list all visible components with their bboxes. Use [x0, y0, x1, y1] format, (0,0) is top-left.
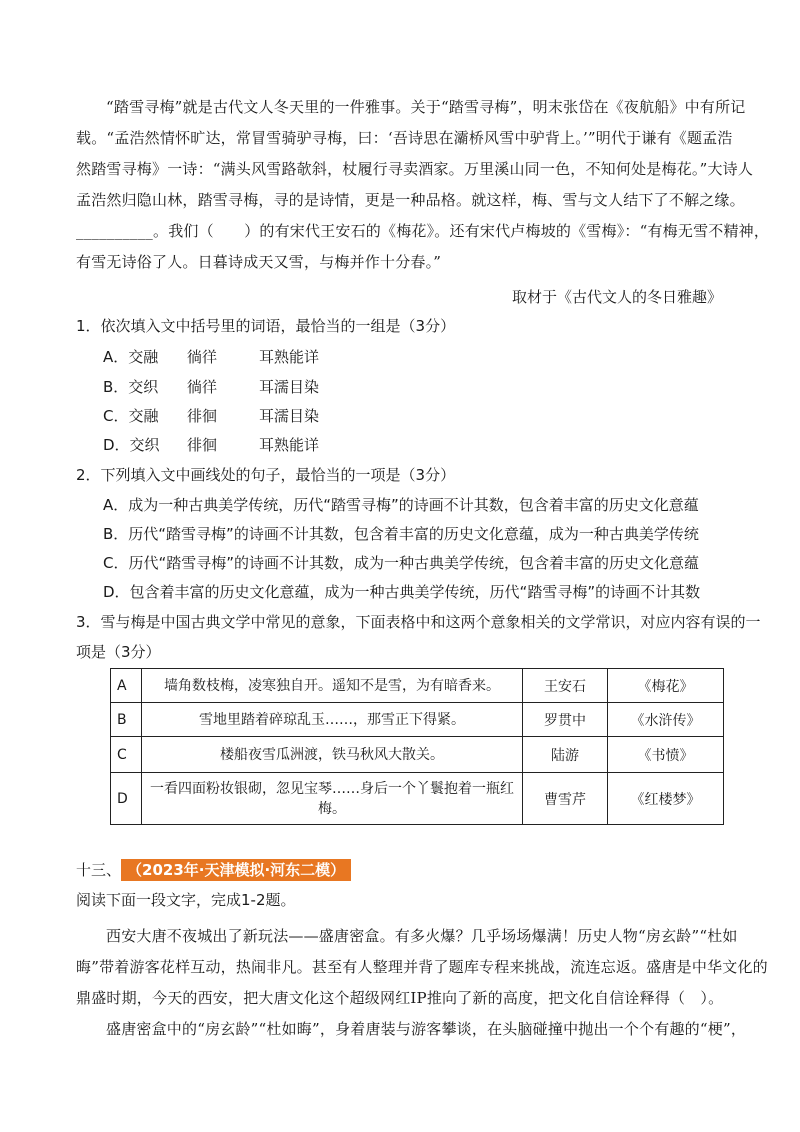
option-word-1: C．交融: [103, 407, 159, 425]
passage-1-line: 有雪无诗俗了人。日暮诗成天又雪，与梅并作十分春。”: [76, 253, 442, 271]
row-book: 《水浒传》: [608, 703, 724, 737]
option-word-1: B．交织: [103, 378, 159, 396]
question-2-option-a[interactable]: A．成为一种古典美学传统，历代“踏雪寻梅”的诗画不计其数，包含着丰富的历史文化意蕴: [103, 496, 699, 514]
option-word-1: D．交织: [103, 436, 160, 454]
question-1-stem: 1．依次填入文中括号里的词语，最恰当的一组是（3分）: [76, 317, 456, 335]
section-number: 十三、: [76, 861, 122, 879]
question-1-option-a[interactable]: [103, 345, 319, 369]
question-3-stem: 3．雪与梅是中国古典文学中常见的意象，下面表格中和这两个意象相关的文学常识，对应内容有误的一: [76, 613, 761, 631]
row-author: 陆游: [523, 737, 608, 773]
section-instruction: 阅读下面一段文字，完成1-2题。: [76, 891, 296, 909]
passage-1-line: 然踏雪寻梅》一诗：“满头风雪路欹斜，杖履行寻卖酒家。万里溪山同一色，不知何处是梅花。”大诗人: [76, 160, 754, 178]
row-text: 楼船夜雪瓜洲渡，铁马秋风大散关。: [142, 737, 523, 773]
question-2-option-c[interactable]: C．历代“踏雪寻梅”的诗画不计其数，成为一种古典美学传统，包含着丰富的历史文化意蕴: [103, 554, 700, 572]
passage-source: 取材于《古代文人的冬日雅趣》: [511, 288, 722, 306]
row-book: 《梅花》: [608, 669, 724, 703]
row-key: D: [111, 773, 142, 825]
passage-1-line: 载。“孟浩然情怀旷达，常冒雪骑驴寻梅，曰：‘吾诗思在灞桥风雪中驴背上。’”明代于谦有《题孟浩: [76, 129, 733, 147]
table-row[interactable]: [111, 703, 724, 737]
row-book: 《红楼梦》: [608, 773, 724, 825]
option-word-3: 耳熟能详: [259, 436, 320, 454]
question-1-option-b[interactable]: [103, 375, 319, 399]
section-source-tag: （2023年·天津模拟·河东二模）: [121, 859, 351, 881]
passage-2-line: 盛唐密盒中的“房玄龄”“杜如晦”，身着唐装与游客攀谈，在头脑碰撞中抛出一个个有趣的“梗”，: [106, 1020, 747, 1038]
passage-1-line: “踏雪寻梅”就是古代文人冬天里的一件雅事。关于“踏雪寻梅”，明末张岱在《夜航船》中有所记: [106, 98, 746, 116]
row-text: 墙角数枝梅，凌寒独自开。遥知不是雪，为有暗香来。: [142, 669, 523, 703]
option-word-3: 耳濡目染: [259, 407, 320, 425]
option-word-1: A．交融: [103, 348, 159, 366]
row-book: 《书愤》: [608, 737, 724, 773]
section-heading: [76, 859, 351, 881]
passage-2-line: 鼎盛时期，今天的西安，把大唐文化这个超级网红IP推向了新的高度，把文化自信诠释得（ ）。: [76, 989, 724, 1007]
row-text: 一看四面粉妆银砌，忽见宝琴……身后一个丫鬟抱着一瓶红梅。: [142, 773, 523, 825]
question-1-option-d[interactable]: [103, 433, 319, 457]
literature-table: [110, 668, 724, 825]
row-key: A: [111, 669, 142, 703]
option-word-3: 耳熟能详: [259, 348, 320, 366]
question-3-stem-cont: 项是（3分）: [76, 643, 161, 661]
option-word-3: 耳濡目染: [259, 378, 320, 396]
table-row[interactable]: [111, 773, 724, 825]
option-word-2: 徘徊: [187, 407, 218, 425]
question-1-option-c[interactable]: [103, 404, 319, 428]
row-author: 王安石: [523, 669, 608, 703]
row-text: 雪地里踏着碎琼乱玉……，那雪正下得紧。: [142, 703, 523, 737]
passage-1-line: __________。我们（ ）的有宋代王安石的《梅花》。还有宋代卢梅坡的《雪梅》：“有梅无雪不精神，: [76, 222, 770, 240]
question-2-stem: 2．下列填入文中画线处的句子，最恰当的一项是（3分）: [76, 466, 456, 484]
option-word-2: 徜徉: [187, 378, 218, 396]
option-word-2: 徘徊: [187, 436, 218, 454]
option-word-2: 徜徉: [187, 348, 218, 366]
question-2-option-b[interactable]: B．历代“踏雪寻梅”的诗画不计其数，包含着丰富的历史文化意蕴，成为一种古典美学传统: [103, 525, 699, 543]
passage-1: [76, 92, 770, 278]
passage-2-line: 晦”带着游客花样互动，热闹非凡。甚至有人整理并背了题库专程来挑战，流连忘返。盛唐是中华文化的: [76, 958, 768, 976]
table-row[interactable]: [111, 669, 724, 703]
row-author: 曹雪芹: [523, 773, 608, 825]
row-key: C: [111, 737, 142, 773]
row-key: B: [111, 703, 142, 737]
passage-2: [76, 921, 768, 1045]
question-2-option-d[interactable]: D．包含着丰富的历史文化意蕴，成为一种古典美学传统，历代“踏雪寻梅”的诗画不计其数: [103, 583, 701, 601]
row-author: 罗贯中: [523, 703, 608, 737]
passage-1-line: 孟浩然归隐山林，踏雪寻梅，寻的是诗情，更是一种品格。就这样，梅、雪与文人结下了不解之缘。: [76, 191, 745, 209]
table-row[interactable]: [111, 737, 724, 773]
passage-2-line: 西安大唐不夜城出了新玩法——盛唐密盒。有多火爆？几乎场场爆满！历史人物“房玄龄”“杜如: [106, 927, 738, 945]
